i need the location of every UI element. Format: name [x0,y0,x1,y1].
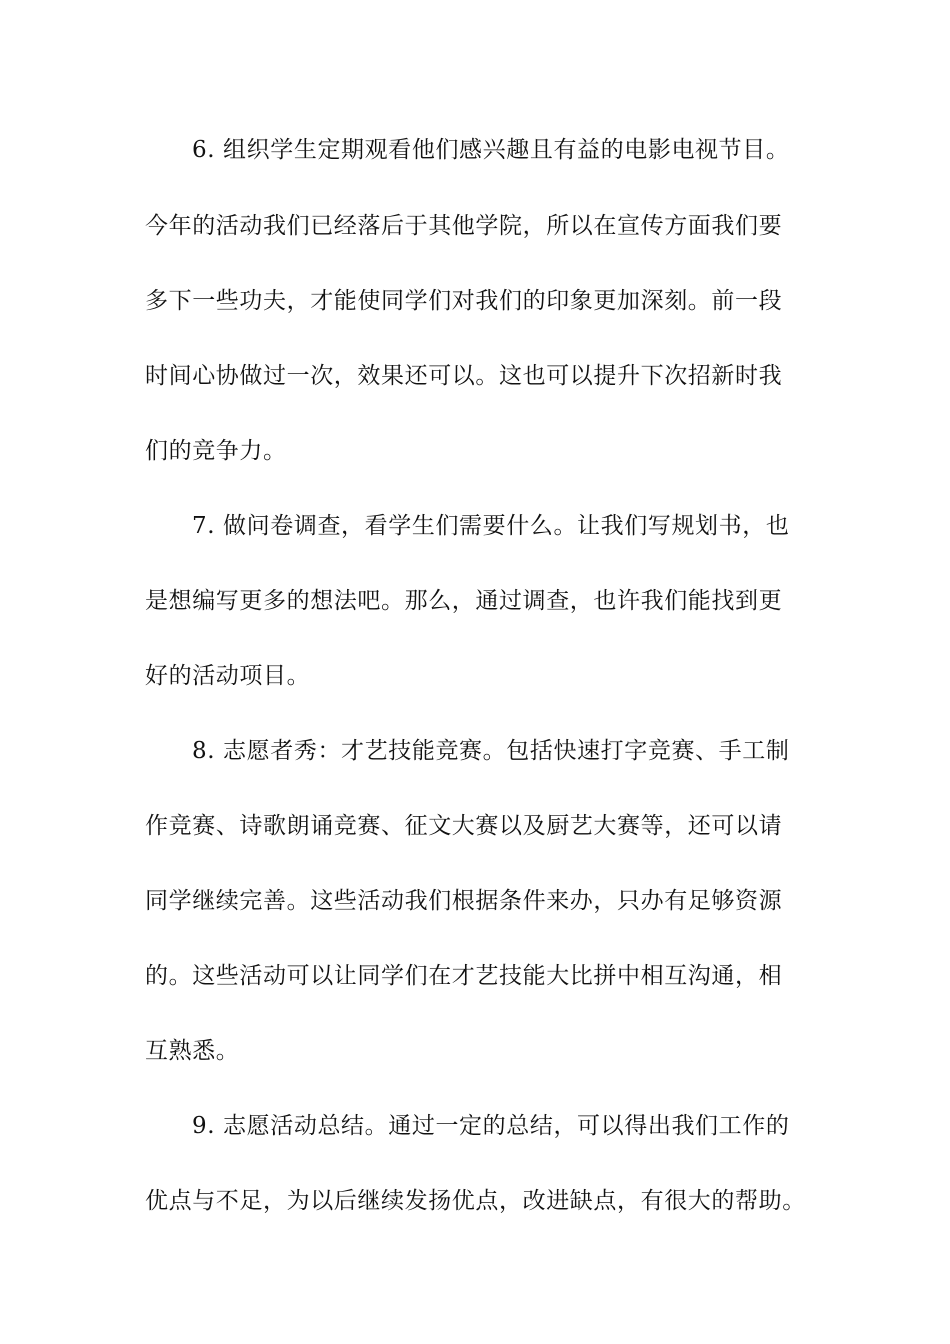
paragraph-7-line-3: 好的活动项目。 [145,663,311,689]
paragraph-8-line-4: 的。这些活动可以让同学们在才艺技能大比拼中相互沟通，相 [145,963,783,989]
paragraph-8-line-5: 互熟悉。 [145,1038,240,1064]
paragraph-6-line-3: 多下一些功夫，才能使同学们对我们的印象更加深刻。前一段 [145,288,783,314]
paragraph-6-line-4: 时间心协做过一次，效果还可以。这也可以提升下次招新时我 [145,363,783,389]
paragraph-8-line-2: 作竞赛、诗歌朗诵竞赛、征文大赛以及厨艺大赛等，还可以请 [145,813,783,839]
paragraph-7-line-2: 是想编写更多的想法吧。那么，通过调查，也许我们能找到更 [145,588,783,614]
paragraph-8-line-1: 8. 志愿者秀：才艺技能竞赛。包括快速打字竞赛、手工制 [192,738,790,764]
paragraph-8-line-3: 同学继续完善。这些活动我们根据条件来办，只办有足够资源 [145,888,783,914]
paragraph-9-line-2: 优点与不足，为以后继续发扬优点，改进缺点，有很大的帮助。 [145,1188,806,1214]
paragraph-7-line-1: 7. 做问卷调查，看学生们需要什么。让我们写规划书，也 [192,513,790,539]
paragraph-6-line-5: 们的竞争力。 [145,438,287,464]
paragraph-9-line-1: 9. 志愿活动总结。通过一定的总结，可以得出我们工作的 [192,1113,790,1139]
paragraph-6-line-1: 6. 组织学生定期观看他们感兴趣且有益的电影电视节目。 [192,137,790,163]
paragraph-6-line-2: 今年的活动我们已经落后于其他学院，所以在宣传方面我们要 [145,213,783,239]
